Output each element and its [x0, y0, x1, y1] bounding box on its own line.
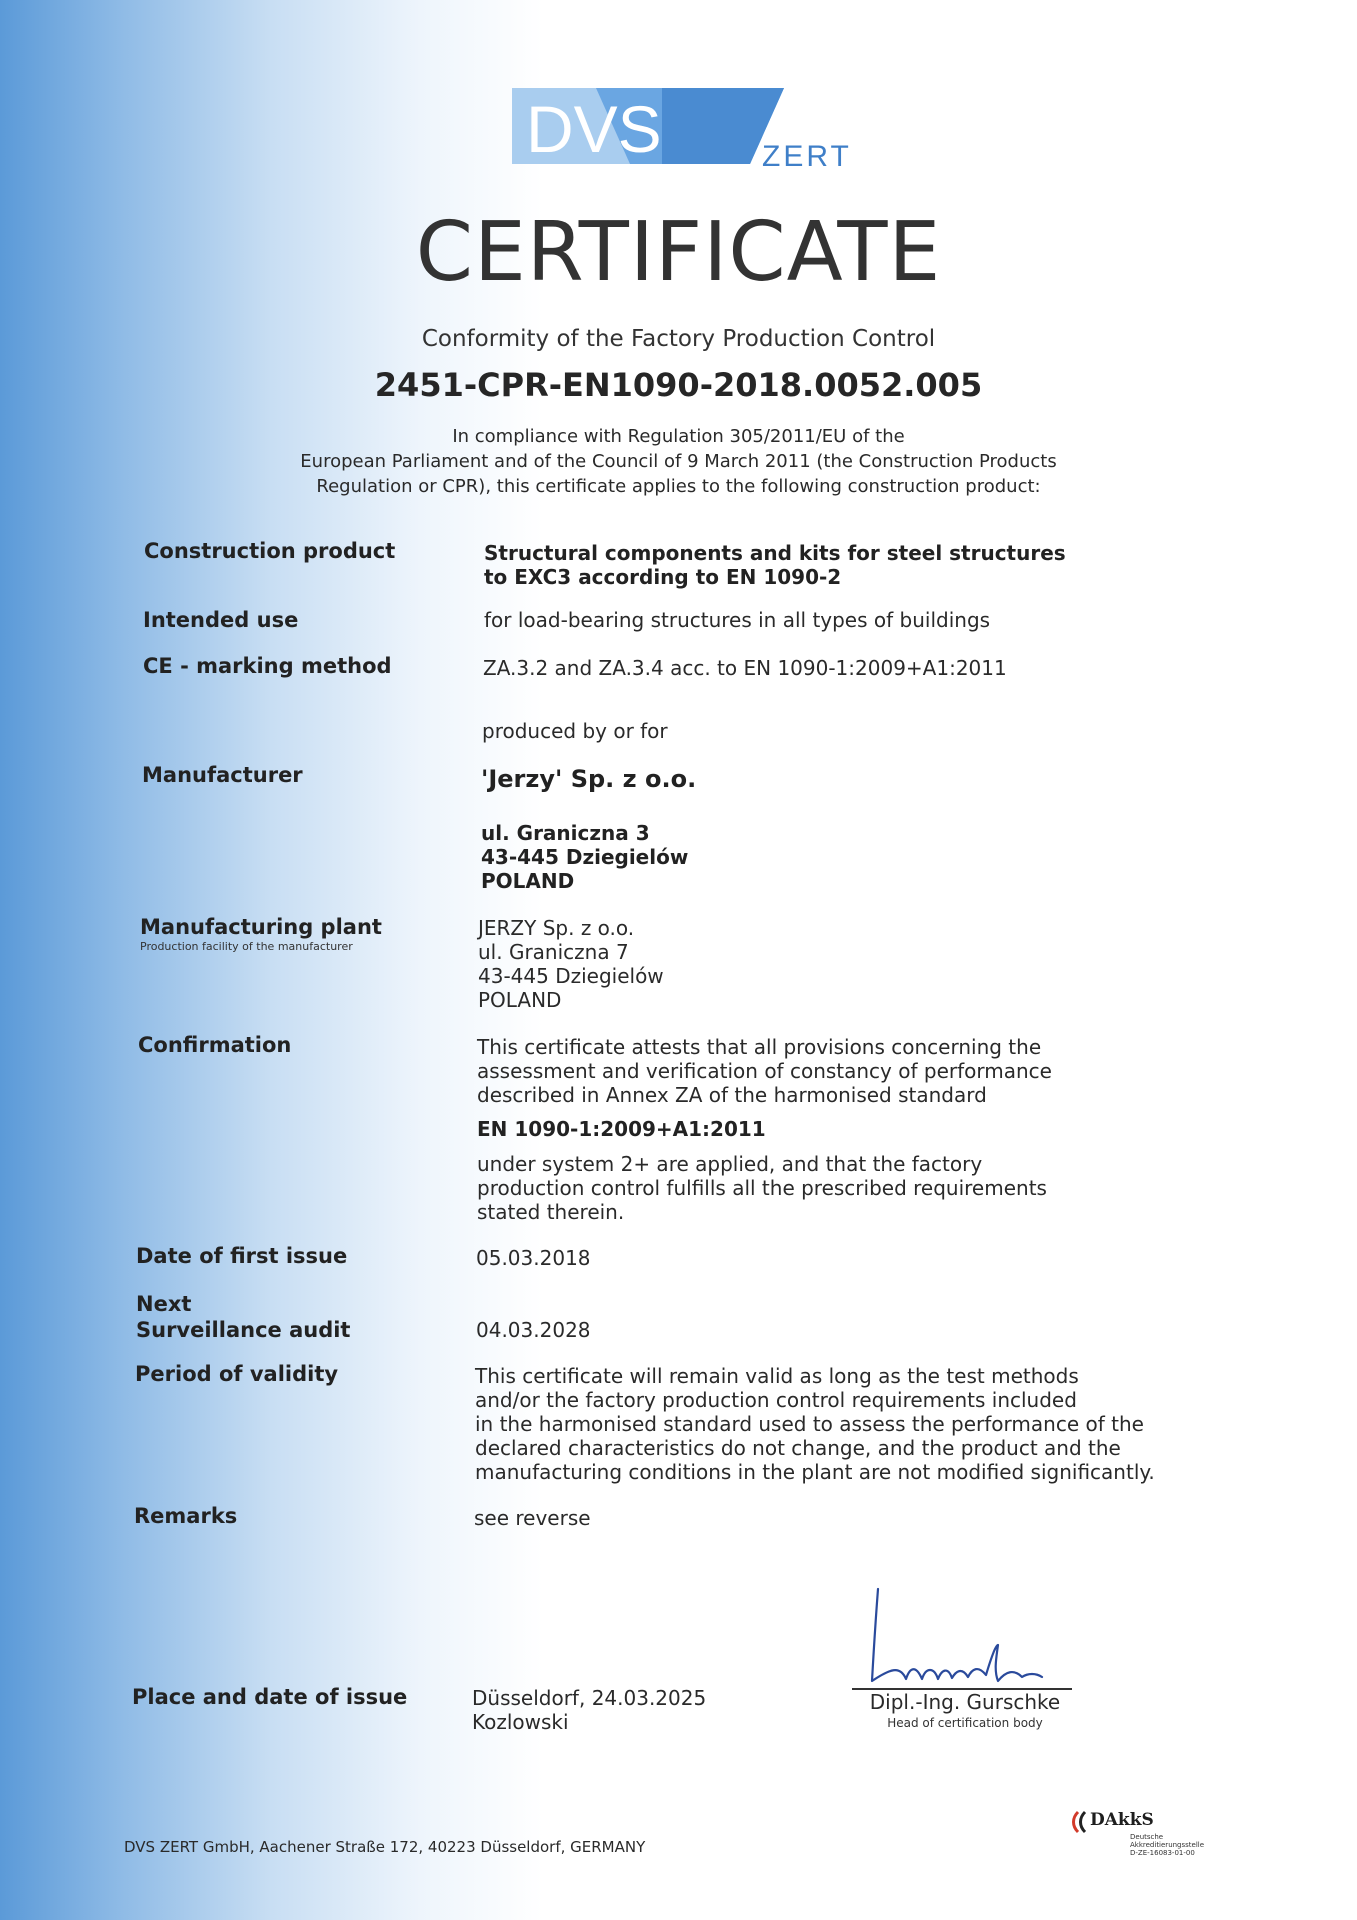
address-line: 43-445 Dziegielów: [478, 964, 664, 988]
signature-image: [860, 1585, 1080, 1695]
dakks-line: Akkreditierungsstelle: [1130, 1841, 1205, 1849]
plant-label-text: Manufacturing plant: [140, 915, 382, 939]
intended-use-value: for load-bearing structures in all types of buildings: [484, 608, 991, 632]
confirmation-text-2: [477, 1152, 1047, 1224]
plant-address: [478, 916, 664, 1012]
intro-line: European Parliament and of the Council of 9 March 2011 (the Construction Products: [300, 451, 1057, 472]
address-line: 43-445 Dziegielów: [481, 845, 689, 869]
clerk-name: Kozlowski: [472, 1710, 569, 1734]
dakks-line: Deutsche: [1130, 1833, 1164, 1841]
text-line: This certificate will remain valid as long as the test methods: [475, 1364, 1079, 1388]
text-line: in the harmonised standard used to assess the performance of the: [475, 1412, 1144, 1436]
signer-role: Head of certification body: [887, 1716, 1043, 1730]
first-issue-value: 05.03.2018: [476, 1246, 591, 1270]
manufacturing-plant-label: [140, 914, 382, 953]
value-line: Structural components and kits for steel structures: [484, 541, 1066, 565]
text-line: and/or the factory production control requirements included: [475, 1388, 1077, 1412]
dakks-logo-icon: [1068, 1810, 1090, 1834]
confirmation-label: Confirmation: [138, 1033, 292, 1057]
produced-by-text: produced by or for: [482, 719, 668, 743]
dakks-details: [1130, 1833, 1230, 1857]
address-line: ul. Graniczna 3: [481, 821, 650, 845]
manufacturer-label: Manufacturer: [142, 763, 303, 787]
place-date-label: Place and date of issue: [132, 1685, 408, 1709]
text-line: assessment and verification of constancy of performance: [477, 1059, 1052, 1083]
plant-sublabel: Production facility of the manufacturer: [140, 940, 353, 953]
value-line: to EXC3 according to EN 1090-2: [484, 565, 842, 589]
manufacturer-address: [481, 821, 688, 893]
construction-product-label: Construction product: [144, 539, 396, 563]
place-date-text: Düsseldorf, 24.03.2025: [472, 1686, 707, 1710]
text-line: manufacturing conditions in the plant are not modified significantly.: [475, 1460, 1155, 1484]
confirmation-standard: EN 1090-1:2009+A1:2011: [477, 1117, 766, 1141]
place-date-value: [472, 1686, 706, 1734]
label-line: Surveillance audit: [136, 1318, 351, 1342]
text-line: described in Annex ZA of the harmonised standard: [477, 1083, 987, 1107]
text-line: stated therein.: [477, 1200, 625, 1224]
address-line: ul. Graniczna 7: [478, 940, 629, 964]
certificate-number: 2451-CPR-EN1090-2018.0052.005: [374, 366, 983, 404]
address-line: POLAND: [478, 988, 562, 1012]
address-line: JERZY Sp. z o.o.: [478, 916, 635, 940]
certificate-subtitle: Conformity of the Factory Production Control: [421, 326, 936, 352]
validity-text: [475, 1364, 1155, 1484]
next-audit-value: 04.03.2028: [476, 1318, 591, 1342]
manufacturer-name: 'Jerzy' Sp. z o.o.: [481, 765, 697, 793]
text-line: under system 2+ are applied, and that the factory: [477, 1152, 983, 1176]
dakks-name: DAkkS: [1090, 1810, 1154, 1830]
remarks-value: see reverse: [474, 1506, 591, 1530]
text-line: This certificate attests that all provisions concerning the: [477, 1035, 1042, 1059]
logo-brand: DVS: [526, 92, 662, 166]
signer-name: Dipl.-Ing. Gurschke: [869, 1690, 1061, 1714]
remarks-label: Remarks: [134, 1504, 238, 1528]
text-line: production control fulfills all the prescribed requirements: [477, 1176, 1047, 1200]
intro-line: Regulation or CPR), this certificate applies to the following construction product:: [316, 476, 1041, 497]
intro-text: [0, 424, 1357, 499]
dakks-line: D-ZE-16083-01-00: [1130, 1849, 1195, 1857]
dvs-zert-logo: [512, 86, 872, 170]
address-line: POLAND: [481, 869, 575, 893]
construction-product-value: [484, 541, 1066, 589]
intended-use-label: Intended use: [143, 608, 299, 632]
page-title: CERTIFICATE: [415, 205, 942, 300]
footer-address: DVS ZERT GmbH, Aachener Straße 172, 40223 Düsseldorf, GERMANY: [124, 1838, 646, 1856]
validity-label: Period of validity: [135, 1362, 339, 1386]
ce-marking-value: ZA.3.2 and ZA.3.4 acc. to EN 1090-1:2009+A1:2011: [483, 656, 1007, 680]
ce-marking-label: CE - marking method: [143, 654, 392, 678]
confirmation-text: [477, 1035, 1052, 1107]
logo-suffix: ZERT: [762, 140, 852, 170]
next-audit-label: [136, 1291, 350, 1343]
first-issue-label: Date of first issue: [136, 1244, 348, 1268]
text-line: declared characteristics do not change, and the product and the: [475, 1436, 1121, 1460]
label-line: Next: [136, 1292, 192, 1316]
intro-line: In compliance with Regulation 305/2011/EU of the: [452, 426, 905, 447]
